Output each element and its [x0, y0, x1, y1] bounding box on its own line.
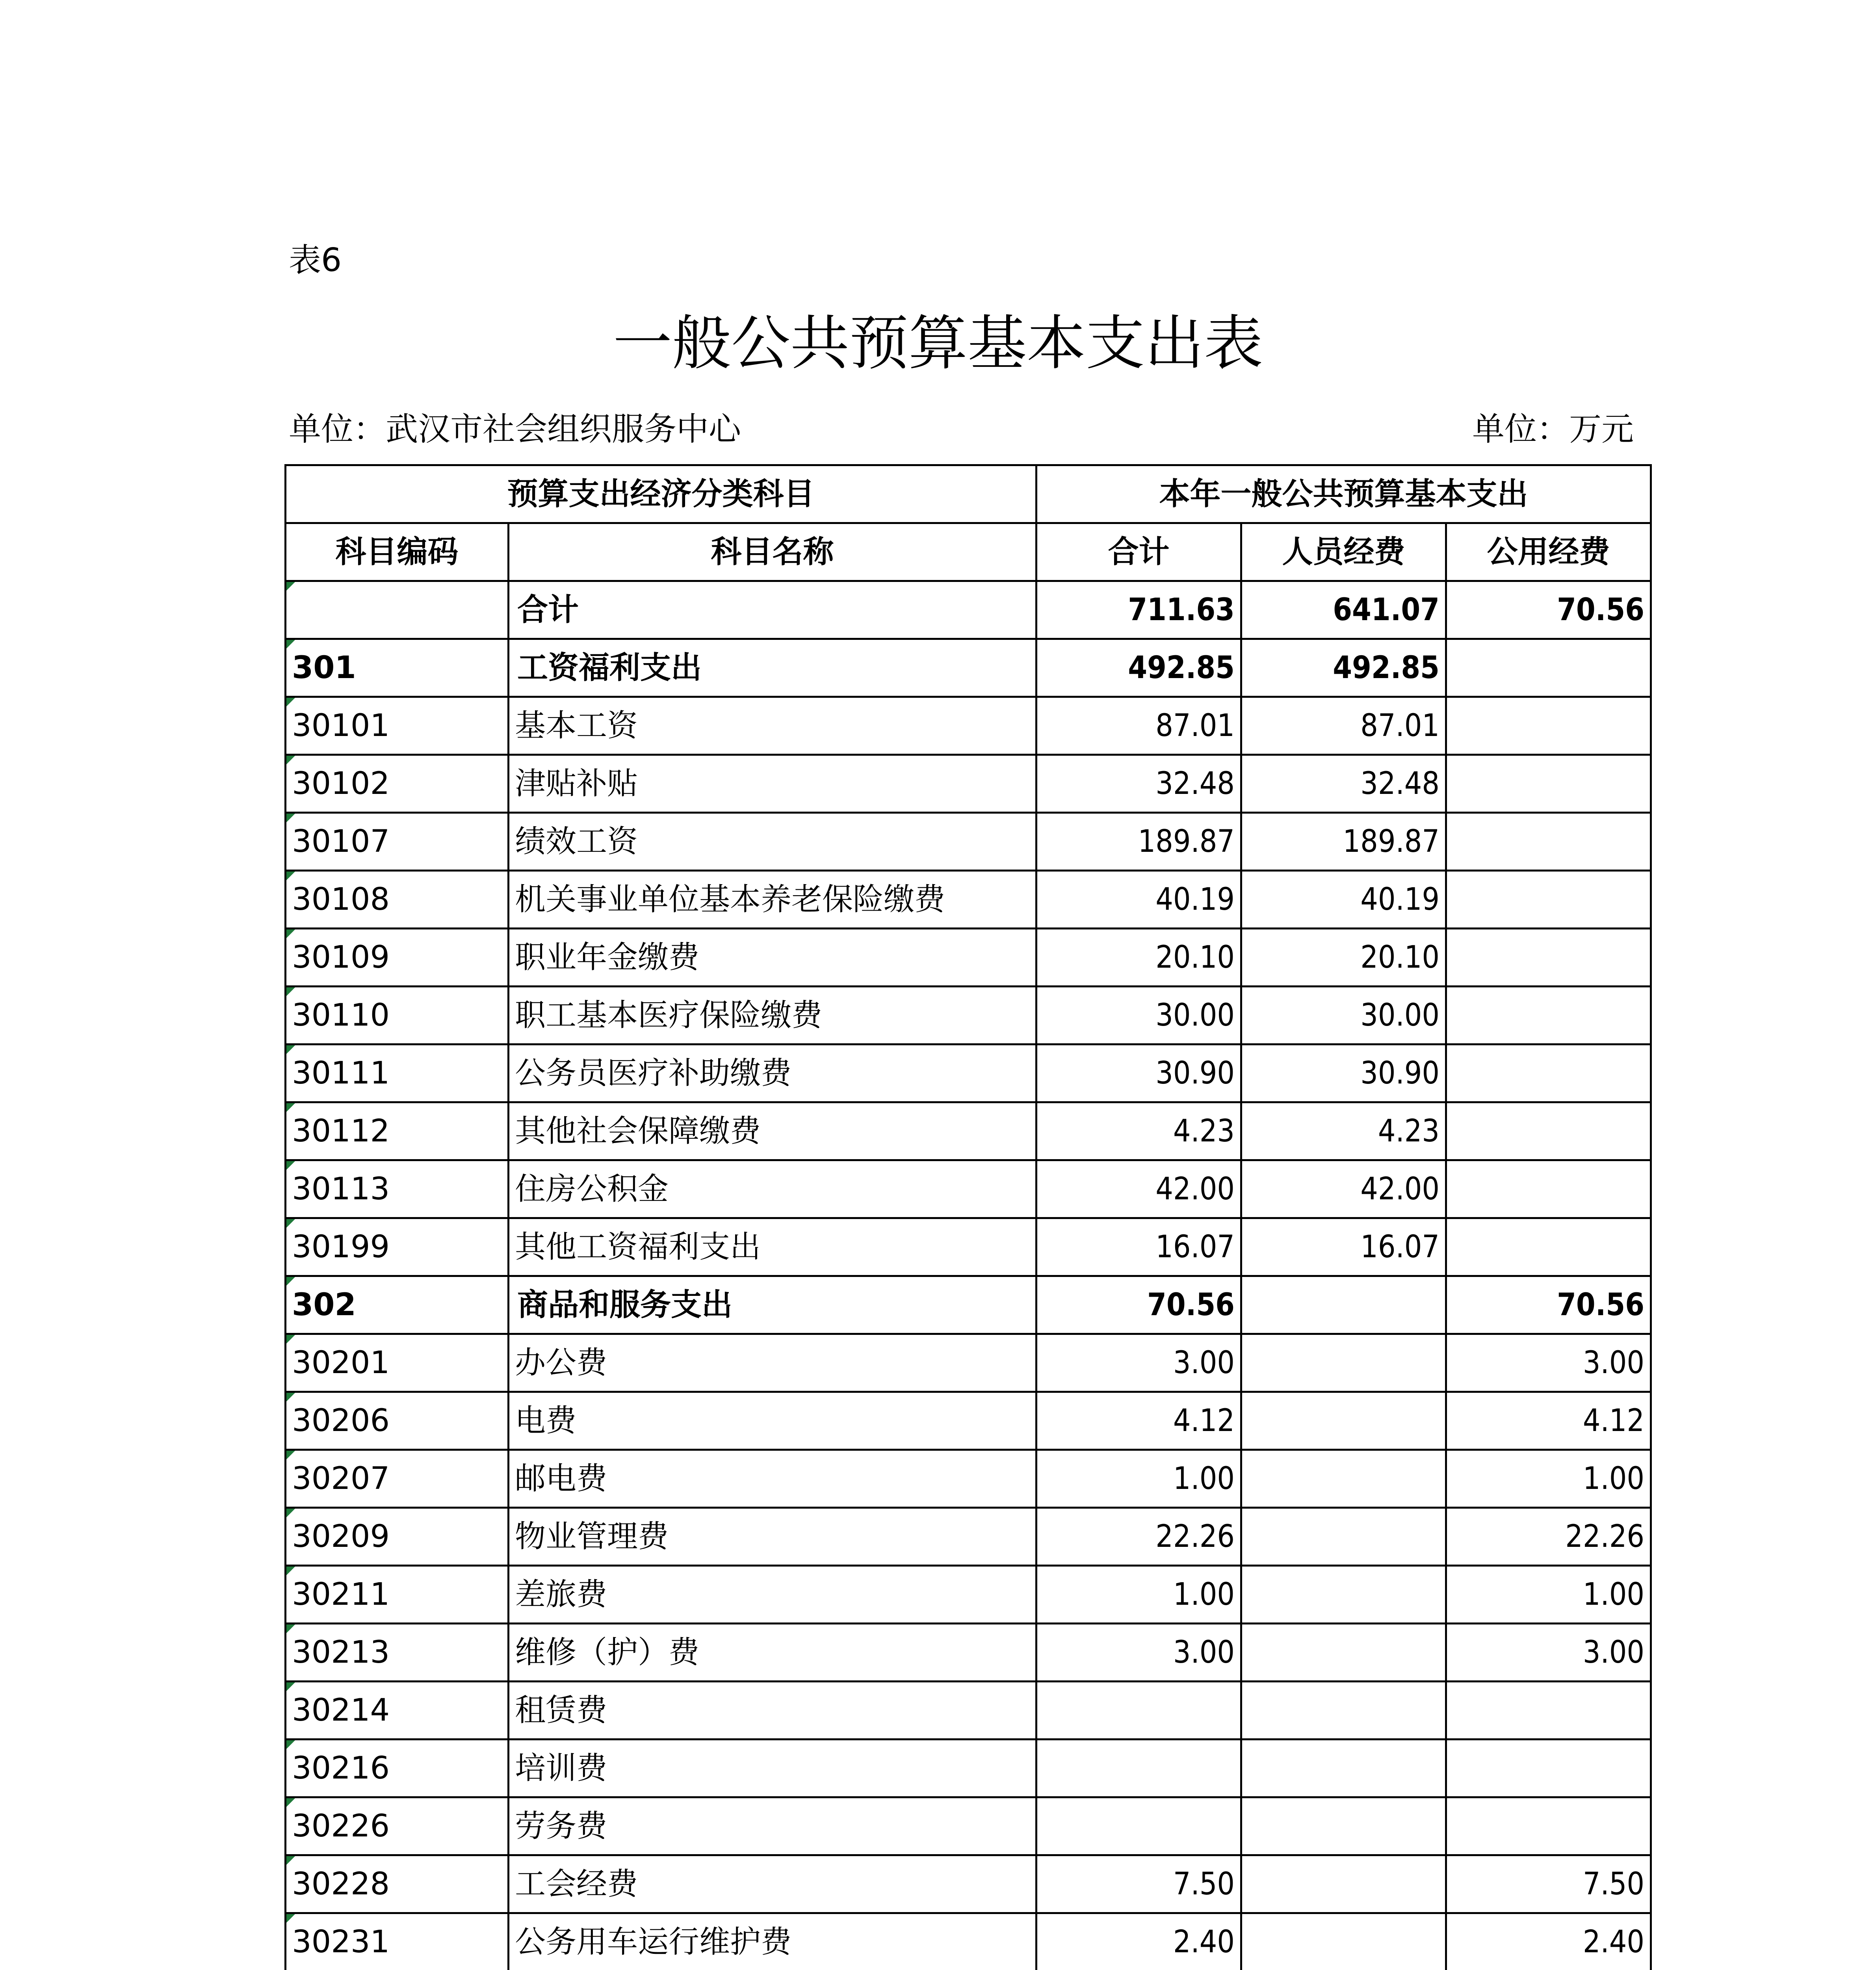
header-code: 科目编码 — [286, 523, 509, 581]
header-name: 科目名称 — [509, 523, 1036, 581]
table-body — [286, 581, 1651, 1970]
total-row — [286, 581, 1651, 639]
row-total: 3.00 — [1036, 1624, 1241, 1682]
header-personnel: 人员经费 — [1241, 523, 1446, 581]
row-code: 30110 — [286, 987, 509, 1044]
row-total — [1036, 1682, 1241, 1740]
row-code: 30112 — [286, 1102, 509, 1160]
row-personnel: 4.23 — [1241, 1102, 1446, 1160]
row-personnel — [1241, 1624, 1446, 1682]
row-public — [1446, 1797, 1651, 1855]
row-public — [1446, 1160, 1651, 1218]
row-public: 1.00 — [1446, 1566, 1651, 1624]
row-personnel — [1241, 1276, 1446, 1334]
header-public: 公用经费 — [1446, 523, 1651, 581]
row-name: 合计 — [509, 581, 1036, 639]
table-row — [286, 1797, 1651, 1855]
row-total: 3.00 — [1036, 1334, 1241, 1392]
row-code: 30213 — [286, 1624, 509, 1682]
row-total: 492.85 — [1036, 639, 1241, 697]
table-row — [286, 1450, 1651, 1508]
row-name: 基本工资 — [509, 697, 1036, 755]
row-public: 70.56 — [1446, 1276, 1651, 1334]
row-personnel — [1241, 1797, 1446, 1855]
row-public — [1446, 987, 1651, 1044]
row-code: 302 — [286, 1276, 509, 1334]
row-public — [1446, 1102, 1651, 1160]
row-total: 189.87 — [1036, 813, 1241, 871]
row-name: 其他社会保障缴费 — [509, 1102, 1036, 1160]
row-public: 70.56 — [1446, 581, 1651, 639]
row-name: 办公费 — [509, 1334, 1036, 1392]
row-personnel — [1241, 1508, 1446, 1566]
row-name: 电费 — [509, 1392, 1036, 1450]
row-personnel — [1241, 1450, 1446, 1508]
row-code: 30228 — [286, 1855, 509, 1913]
row-name: 住房公积金 — [509, 1160, 1036, 1218]
row-code: 30214 — [286, 1682, 509, 1740]
row-code: 30206 — [286, 1392, 509, 1450]
row-name: 职业年金缴费 — [509, 929, 1036, 987]
row-name: 其他工资福利支出 — [509, 1218, 1036, 1276]
row-public — [1446, 929, 1651, 987]
header-basic-expenditure: 本年一般公共预算基本支出 — [1036, 465, 1651, 523]
row-public: 3.00 — [1446, 1624, 1651, 1682]
row-name: 维修（护）费 — [509, 1624, 1036, 1682]
row-personnel: 87.01 — [1241, 697, 1446, 755]
table-row — [286, 755, 1651, 813]
row-personnel: 42.00 — [1241, 1160, 1446, 1218]
row-personnel: 492.85 — [1241, 639, 1446, 697]
table-row — [286, 1160, 1651, 1218]
row-name: 劳务费 — [509, 1797, 1036, 1855]
row-name: 机关事业单位基本养老保险缴费 — [509, 871, 1036, 929]
row-code: 30209 — [286, 1508, 509, 1566]
row-total: 4.12 — [1036, 1392, 1241, 1450]
row-public: 3.00 — [1446, 1334, 1651, 1392]
table-row — [286, 697, 1651, 755]
table-row — [286, 1392, 1651, 1450]
header-column-row — [286, 523, 1651, 581]
row-personnel — [1241, 1740, 1446, 1797]
table-row — [286, 987, 1651, 1044]
unit-currency: 单位：万元 — [1472, 411, 1634, 448]
row-personnel: 40.19 — [1241, 871, 1446, 929]
row-total: 87.01 — [1036, 697, 1241, 755]
row-code: 30216 — [286, 1740, 509, 1797]
table-row — [286, 1044, 1651, 1102]
table-number: 表6 — [289, 242, 342, 279]
row-public: 4.12 — [1446, 1392, 1651, 1450]
row-code: 30108 — [286, 871, 509, 929]
header-total: 合计 — [1036, 523, 1241, 581]
row-public — [1446, 639, 1651, 697]
row-code: 30107 — [286, 813, 509, 871]
row-total — [1036, 1797, 1241, 1855]
row-total: 1.00 — [1036, 1566, 1241, 1624]
row-total: 20.10 — [1036, 929, 1241, 987]
row-name: 工资福利支出 — [509, 639, 1036, 697]
row-code: 30231 — [286, 1913, 509, 1970]
row-personnel: 32.48 — [1241, 755, 1446, 813]
row-personnel: 641.07 — [1241, 581, 1446, 639]
row-personnel: 189.87 — [1241, 813, 1446, 871]
row-personnel — [1241, 1913, 1446, 1970]
row-total: 30.00 — [1036, 987, 1241, 1044]
row-code: 30211 — [286, 1566, 509, 1624]
row-total: 4.23 — [1036, 1102, 1241, 1160]
row-name: 培训费 — [509, 1740, 1036, 1797]
row-code: 30199 — [286, 1218, 509, 1276]
row-total: 40.19 — [1036, 871, 1241, 929]
row-total: 70.56 — [1036, 1276, 1241, 1334]
row-total: 2.40 — [1036, 1913, 1241, 1970]
row-name: 物业管理费 — [509, 1508, 1036, 1566]
table-row — [286, 1855, 1651, 1913]
row-personnel: 30.00 — [1241, 987, 1446, 1044]
row-total — [1036, 1740, 1241, 1797]
row-public — [1446, 1218, 1651, 1276]
row-name: 津贴补贴 — [509, 755, 1036, 813]
row-name: 公务用车运行维护费 — [509, 1913, 1036, 1970]
row-personnel: 16.07 — [1241, 1218, 1446, 1276]
category-row — [286, 639, 1651, 697]
row-name: 工会经费 — [509, 1855, 1036, 1913]
row-personnel: 20.10 — [1241, 929, 1446, 987]
row-code: 30113 — [286, 1160, 509, 1218]
table-row — [286, 813, 1651, 871]
table-row — [286, 1102, 1651, 1160]
page-title: 一般公共预算基本支出表 — [613, 309, 1263, 378]
row-name: 差旅费 — [509, 1566, 1036, 1624]
row-code: 30207 — [286, 1450, 509, 1508]
row-public — [1446, 755, 1651, 813]
table-row — [286, 1624, 1651, 1682]
row-public: 2.40 — [1446, 1913, 1651, 1970]
row-name: 绩效工资 — [509, 813, 1036, 871]
row-code: 301 — [286, 639, 509, 697]
category-row — [286, 1276, 1651, 1334]
row-total: 42.00 — [1036, 1160, 1241, 1218]
row-personnel — [1241, 1392, 1446, 1450]
header-economic-category: 预算支出经济分类科目 — [286, 465, 1036, 523]
row-public — [1446, 1682, 1651, 1740]
row-code: 30102 — [286, 755, 509, 813]
row-total: 711.63 — [1036, 581, 1241, 639]
table-row — [286, 871, 1651, 929]
row-public — [1446, 871, 1651, 929]
row-name: 职工基本医疗保险缴费 — [509, 987, 1036, 1044]
row-total: 32.48 — [1036, 755, 1241, 813]
table-row — [286, 1566, 1651, 1624]
row-name: 租赁费 — [509, 1682, 1036, 1740]
table-row — [286, 1334, 1651, 1392]
row-code: 30111 — [286, 1044, 509, 1102]
row-personnel — [1241, 1682, 1446, 1740]
row-total: 16.07 — [1036, 1218, 1241, 1276]
row-public: 22.26 — [1446, 1508, 1651, 1566]
row-total: 7.50 — [1036, 1855, 1241, 1913]
table-row — [286, 1913, 1651, 1970]
row-name: 商品和服务支出 — [509, 1276, 1036, 1334]
row-name: 邮电费 — [509, 1450, 1036, 1508]
row-code: 30101 — [286, 697, 509, 755]
unit-organization: 单位：武汉市社会组织服务中心 — [289, 411, 741, 448]
row-public — [1446, 697, 1651, 755]
table-row — [286, 1218, 1651, 1276]
row-total: 1.00 — [1036, 1450, 1241, 1508]
row-code: 30201 — [286, 1334, 509, 1392]
table-row — [286, 1682, 1651, 1740]
row-total: 30.90 — [1036, 1044, 1241, 1102]
row-public: 1.00 — [1446, 1450, 1651, 1508]
row-public — [1446, 1044, 1651, 1102]
row-public — [1446, 1740, 1651, 1797]
row-personnel — [1241, 1334, 1446, 1392]
header-group-row — [286, 465, 1651, 523]
table-row — [286, 1740, 1651, 1797]
row-personnel — [1241, 1566, 1446, 1624]
row-public: 7.50 — [1446, 1855, 1651, 1913]
table-row — [286, 929, 1651, 987]
budget-table — [284, 464, 1652, 1970]
row-code: 30109 — [286, 929, 509, 987]
table-row — [286, 1508, 1651, 1566]
row-personnel: 30.90 — [1241, 1044, 1446, 1102]
row-code: 30226 — [286, 1797, 509, 1855]
row-public — [1446, 813, 1651, 871]
row-code — [286, 581, 509, 639]
row-total: 22.26 — [1036, 1508, 1241, 1566]
row-name: 公务员医疗补助缴费 — [509, 1044, 1036, 1102]
row-personnel — [1241, 1855, 1446, 1913]
